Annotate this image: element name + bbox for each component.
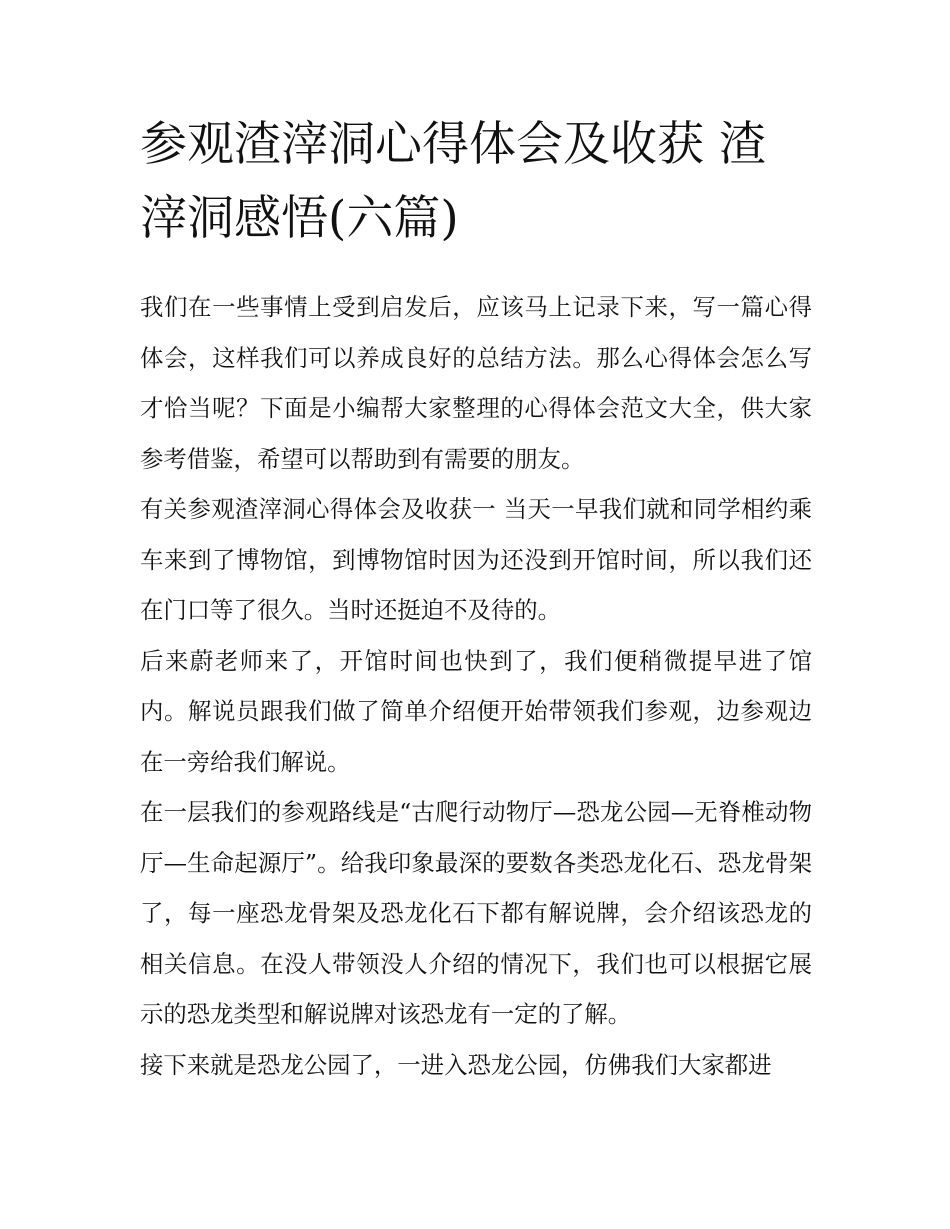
paragraph-2: 后来蔚老师来了，开馆时间也快到了，我们便稍微提早进了馆内。解说员跟我们做了简单介绍便开始带领我们参观，边参观边在一旁给我们解说。 — [140, 646, 812, 776]
paragraph-3: 在一层我们的参观路线是“古爬行动物厅—恐龙公园—无脊椎动物厅—生命起源厅”。给我印象最深的要数各类恐龙化石、恐龙骨架了，每一座恐龙骨架及恐龙化石下都有解说牌，会介绍该恐龙的相关信息。在没人带领没人介绍的情况下，我们也可以根据它展示的恐龙类型和解说牌对该恐龙有一定的了解。 — [140, 798, 812, 1028]
document-title: 参观渣滓洞心得体会及收获 渣滓洞感悟(六篇) — [140, 117, 766, 246]
document-body — [140, 282, 812, 1090]
paragraph-4: 接下来就是恐龙公园了，一进入恐龙公园，仿佛我们大家都进 — [140, 1050, 772, 1079]
paragraph-1: 有关参观渣滓洞心得体会及收获一 当天一早我们就和同学相约乘车来到了博物馆，到博物馆时因为还没到开馆时间，所以我们还在门口等了很久。当时还挺迫不及待的。 — [140, 495, 812, 624]
paragraph-intro: 我们在一些事情上受到启发后，应该马上记录下来，写一篇心得体会，这样我们可以养成良好的总结方法。那么心得体会怎么写才恰当呢？下面是小编帮大家整理的心得体会范文大全，供大家参考借鉴，希望可以帮助到有需要的朋友。 — [140, 293, 812, 473]
